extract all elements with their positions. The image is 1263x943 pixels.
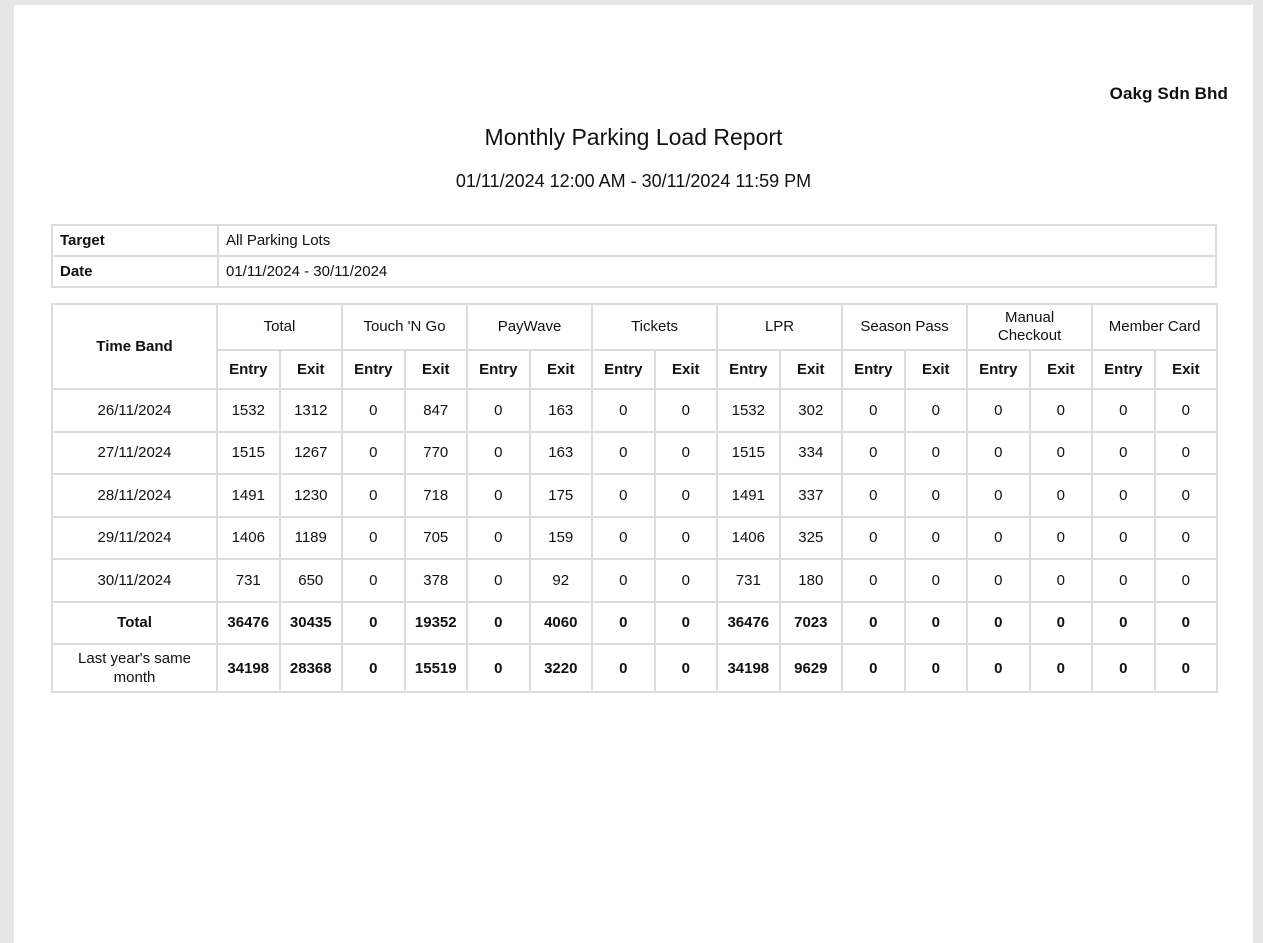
table-row [52,517,1217,560]
value-cell: 0 [1030,432,1093,475]
value-cell: 0 [967,432,1030,475]
value-cell: 0 [842,474,905,517]
table-row [52,432,1217,475]
exit-header: Exit [1155,350,1218,389]
total-row [52,602,1217,645]
value-cell: 0 [1092,517,1155,560]
value-cell: 0 [655,432,718,475]
info-row-date [52,256,1216,287]
info-value: All Parking Lots [218,225,1216,256]
value-cell: 0 [655,474,718,517]
value-cell: 0 [467,602,530,645]
value-cell: 159 [530,517,593,560]
exit-header: Exit [280,350,343,389]
entry-header: Entry [342,350,405,389]
value-cell: 334 [780,432,843,475]
entry-header: Entry [967,350,1030,389]
value-cell: 0 [1030,474,1093,517]
value-cell: 0 [592,474,655,517]
value-cell: 650 [280,559,343,602]
entry-header: Entry [842,350,905,389]
value-cell: 0 [1155,644,1218,692]
info-key: Target [52,225,218,256]
value-cell: 34198 [217,644,280,692]
value-cell: 0 [905,602,968,645]
value-cell: 0 [967,644,1030,692]
value-cell: 0 [592,432,655,475]
entry-header: Entry [592,350,655,389]
value-cell: 34198 [717,644,780,692]
value-cell: 36476 [217,602,280,645]
value-cell: 0 [1092,389,1155,432]
value-cell: 0 [655,389,718,432]
value-cell: 0 [467,644,530,692]
value-cell: 175 [530,474,593,517]
value-cell: 0 [1030,517,1093,560]
parking-load-table [51,303,1218,693]
value-cell: 0 [842,432,905,475]
last-year-row [52,644,1217,692]
value-cell: 36476 [717,602,780,645]
group-header: LPR [717,304,842,350]
value-cell: 0 [1030,644,1093,692]
group-header: Season Pass [842,304,967,350]
value-cell: 0 [842,602,905,645]
value-cell: 0 [342,602,405,645]
value-cell: 0 [842,389,905,432]
value-cell: 847 [405,389,468,432]
report-page [14,5,1253,943]
value-cell: 19352 [405,602,468,645]
value-cell: 0 [905,389,968,432]
value-cell: 0 [1155,602,1218,645]
value-cell: 0 [655,559,718,602]
value-cell: 0 [592,559,655,602]
value-cell: 718 [405,474,468,517]
value-cell: 9629 [780,644,843,692]
group-header: Touch 'N Go [342,304,467,350]
group-header: Manual Checkout [967,304,1092,350]
value-cell: 30435 [280,602,343,645]
time-band-cell: 26/11/2024 [52,389,217,432]
value-cell: 0 [905,474,968,517]
value-cell: 0 [905,432,968,475]
value-cell: 0 [467,559,530,602]
entry-header: Entry [217,350,280,389]
time-band-cell: 27/11/2024 [52,432,217,475]
report-period: 01/11/2024 12:00 AM - 30/11/2024 11:59 PM [455,171,812,191]
value-cell: 0 [342,517,405,560]
time-band-cell: Total [52,602,217,645]
value-cell: 0 [905,644,968,692]
value-cell: 0 [592,389,655,432]
value-cell: 731 [217,559,280,602]
value-cell: 28368 [280,644,343,692]
info-value: 01/11/2024 - 30/11/2024 [218,256,1216,287]
value-cell: 0 [655,644,718,692]
table-row [52,559,1217,602]
info-key: Date [52,256,218,287]
value-cell: 0 [1155,517,1218,560]
value-cell: 0 [592,602,655,645]
value-cell: 0 [467,517,530,560]
value-cell: 1406 [217,517,280,560]
value-cell: 0 [1092,474,1155,517]
value-cell: 325 [780,517,843,560]
filter-info-table [51,224,1217,288]
value-cell: 1532 [717,389,780,432]
value-cell: 0 [592,644,655,692]
value-cell: 3220 [530,644,593,692]
value-cell: 0 [967,602,1030,645]
value-cell: 163 [530,389,593,432]
value-cell: 0 [342,432,405,475]
table-row [52,389,1217,432]
group-header: Member Card [1092,304,1217,350]
company-name: Oakg Sdn Bhd [1109,84,1228,103]
time-band-cell: 29/11/2024 [52,517,217,560]
value-cell: 163 [530,432,593,475]
sub-header-row [52,350,1217,389]
value-cell: 0 [467,389,530,432]
value-cell: 0 [905,517,968,560]
value-cell: 1189 [280,517,343,560]
info-row-target [52,225,1216,256]
time-band-cell: 30/11/2024 [52,559,217,602]
value-cell: 1532 [217,389,280,432]
value-cell: 1515 [217,432,280,475]
value-cell: 0 [655,517,718,560]
exit-header: Exit [905,350,968,389]
value-cell: 0 [1155,474,1218,517]
value-cell: 1267 [280,432,343,475]
value-cell: 302 [780,389,843,432]
value-cell: 0 [467,474,530,517]
value-cell: 0 [842,559,905,602]
value-cell: 731 [717,559,780,602]
time-band-cell: Last year's same month [52,644,217,692]
value-cell: 1515 [717,432,780,475]
value-cell: 4060 [530,602,593,645]
value-cell: 378 [405,559,468,602]
value-cell: 0 [967,474,1030,517]
entry-header: Entry [1092,350,1155,389]
exit-header: Exit [405,350,468,389]
value-cell: 0 [342,559,405,602]
value-cell: 0 [342,644,405,692]
entry-header: Entry [467,350,530,389]
value-cell: 337 [780,474,843,517]
value-cell: 0 [1155,389,1218,432]
exit-header: Exit [655,350,718,389]
value-cell: 0 [905,559,968,602]
exit-header: Exit [530,350,593,389]
group-header: PayWave [467,304,592,350]
value-cell: 0 [592,517,655,560]
exit-header: Exit [1030,350,1093,389]
group-header: Total [217,304,342,350]
time-band-cell: 28/11/2024 [52,474,217,517]
value-cell: 0 [1092,644,1155,692]
value-cell: 1230 [280,474,343,517]
value-cell: 0 [1030,559,1093,602]
value-cell: 92 [530,559,593,602]
value-cell: 0 [1092,602,1155,645]
value-cell: 0 [342,389,405,432]
entry-header: Entry [717,350,780,389]
value-cell: 0 [467,432,530,475]
table-row [52,474,1217,517]
value-cell: 1406 [717,517,780,560]
value-cell: 0 [1092,432,1155,475]
value-cell: 0 [1030,389,1093,432]
value-cell: 0 [1030,602,1093,645]
value-cell: 1491 [717,474,780,517]
group-header: Tickets [592,304,717,350]
group-header-row [52,304,1217,350]
value-cell: 1312 [280,389,343,432]
value-cell: 0 [1155,559,1218,602]
value-cell: 0 [1155,432,1218,475]
value-cell: 180 [780,559,843,602]
value-cell: 770 [405,432,468,475]
value-cell: 705 [405,517,468,560]
value-cell: 0 [842,517,905,560]
value-cell: 15519 [405,644,468,692]
report-title: Monthly Parking Load Report [484,124,783,150]
time-band-header: Time Band [52,304,217,389]
exit-header: Exit [780,350,843,389]
value-cell: 0 [842,644,905,692]
value-cell: 0 [967,517,1030,560]
value-cell: 1491 [217,474,280,517]
value-cell: 0 [342,474,405,517]
value-cell: 0 [655,602,718,645]
value-cell: 0 [967,559,1030,602]
value-cell: 7023 [780,602,843,645]
value-cell: 0 [967,389,1030,432]
value-cell: 0 [1092,559,1155,602]
